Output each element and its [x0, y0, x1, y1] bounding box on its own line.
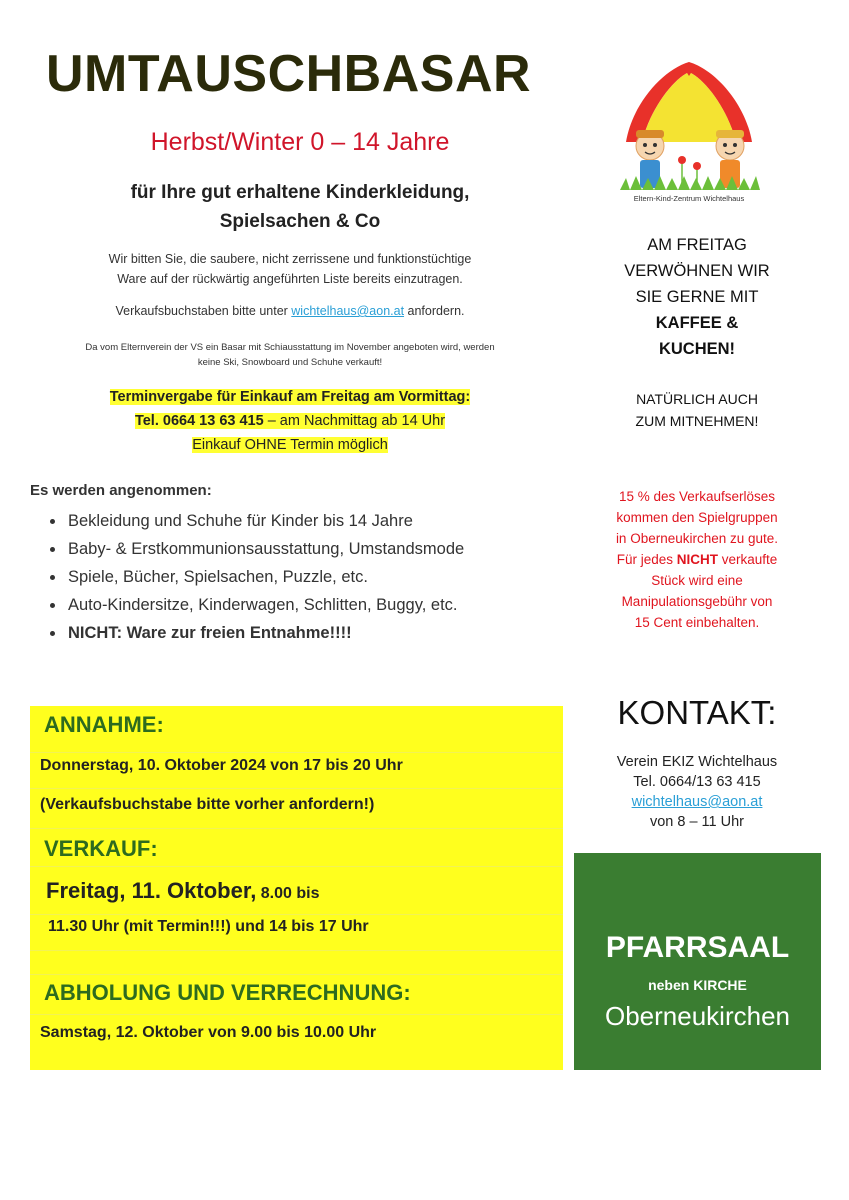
logo [602, 50, 776, 210]
page-title: UMTAUSCHBASAR [46, 45, 532, 103]
fee-line-4b: NICHT [676, 552, 718, 567]
verkauf-date [46, 878, 319, 904]
ski-note [30, 340, 550, 370]
fee-line-5: Stück wird eine [651, 573, 743, 588]
schedule-box [30, 706, 563, 1070]
ski-note-line-1: Da vom Elternverein der VS ein Basar mit Schiausstattung im November angeboten wird, werden [85, 342, 495, 353]
friday-line-1: AM FREITAG [647, 236, 747, 254]
friday-offer [583, 232, 811, 362]
contact-heading: KONTAKT: [617, 694, 777, 731]
contact-email-link[interactable]: wichtelhaus@aon.at [631, 794, 763, 810]
page-subtitle: Herbst/Winter 0 – 14 Jahre [150, 128, 450, 156]
list-item: • NICHT: Ware zur freien Entnahme!!!! [66, 619, 464, 647]
accept-list [30, 507, 464, 647]
verkauf-heading: VERKAUF: [44, 836, 158, 861]
appointment-line-3: Einkauf OHNE Termin möglich [192, 437, 388, 453]
lead-line-1: für Ihre gut erhaltene Kinderkleidung, [130, 182, 470, 203]
friday-line-3: SIE GERNE MIT [635, 288, 759, 306]
contact-info [583, 752, 811, 832]
venue-location: neben KIRCHE [648, 977, 747, 993]
venue-box [574, 853, 821, 1070]
contact-phone[interactable]: Tel. 0664/13 63 415 [633, 774, 761, 790]
letters-before: Verkaufsbuchstaben bitte unter [115, 304, 292, 318]
intro-line-1: Wir bitten Sie, die saubere, nicht zerrissene und funktionstüchtige [108, 252, 472, 266]
fee-line-2: kommen den Spielgruppen [616, 510, 778, 525]
abholung-date: Samstag, 12. Oktober von 9.00 bis 10.00 Uhr [40, 1024, 377, 1041]
takeaway-line-1: NATÜRLICH AUCH [636, 391, 758, 407]
appointment-info [40, 385, 540, 457]
list-item: • Spiele, Bücher, Spielsachen, Puzzle, etc. [66, 563, 464, 591]
takeaway-note [583, 388, 811, 432]
logo-caption: Eltern-Kind-Zentrum Wichtelhaus [633, 194, 745, 203]
list-item: • Auto-Kindersitze, Kinderwagen, Schlitten, Buggy, etc. [66, 591, 464, 619]
annahme-note: (Verkaufsbuchstabe bitte vorher anfordern!) [40, 796, 375, 813]
fee-line-7: 15 Cent einbehalten. [634, 615, 760, 630]
contact-name: Verein EKIZ Wichtelhaus [616, 754, 778, 770]
intro-line-2: Ware auf der rückwärtig angeführten Liste bereits einzutragen. [117, 272, 463, 286]
venue-name: PFARRSAAL [605, 931, 790, 964]
lead-line-2: Spielsachen & Co [219, 211, 381, 232]
annahme-date: Donnerstag, 10. Oktober 2024 von 17 bis 20 Uhr [40, 757, 403, 774]
abholung-heading: ABHOLUNG UND VERRECHNUNG: [44, 980, 411, 1005]
letters-request [40, 301, 540, 321]
contact-hours: von 8 – 11 Uhr [649, 814, 745, 830]
verkauf-date-time: 8.00 bis [256, 885, 320, 902]
annahme-heading: ANNAHME: [44, 712, 164, 737]
venue-town: Oberneukirchen [605, 1001, 790, 1031]
fee-line-6: Manipulationsgebühr von [621, 594, 773, 609]
logo-graphic [602, 50, 776, 210]
list-item: • Bekleidung und Schuhe für Kinder bis 14 Jahre [66, 507, 464, 535]
intro-text [40, 249, 540, 289]
friday-line-4: KAFFEE & [655, 314, 739, 332]
email-link[interactable]: wichtelhaus@aon.at [291, 304, 405, 318]
fee-line-1: 15 % des Verkaufserlöses [618, 489, 776, 504]
fee-note [583, 486, 811, 633]
lead-text [40, 178, 560, 236]
accept-heading: Es werden angenommen: [30, 482, 212, 499]
appointment-phone[interactable]: Tel. 0664 13 63 415 [134, 413, 264, 429]
appointment-line-2: – am Nachmittag ab 14 Uhr [263, 413, 446, 429]
takeaway-line-2: ZUM MITNEHMEN! [635, 413, 759, 429]
fee-line-4c: verkaufte [718, 552, 778, 567]
ski-note-line-2: keine Ski, Snowboard und Schuhe verkauft! [197, 357, 383, 368]
verkauf-date-main: Freitag, 11. Oktober, [46, 878, 257, 903]
verkauf-time: 11.30 Uhr (mit Termin!!!) und 14 bis 17 Uhr [48, 918, 369, 935]
appointment-line-1: Terminvergabe für Einkauf am Freitag am Vormittag: [109, 389, 471, 405]
letters-after: anfordern. [404, 304, 465, 318]
friday-line-2: VERWÖHNEN WIR [624, 262, 770, 280]
fee-line-3: in Oberneukirchen zu gute. [615, 531, 779, 546]
friday-line-5: KUCHEN! [658, 340, 736, 358]
list-item: • Baby- & Erstkommunionsausstattung, Umstandsmode [66, 535, 464, 563]
fee-line-4a: Für jedes [616, 552, 677, 567]
